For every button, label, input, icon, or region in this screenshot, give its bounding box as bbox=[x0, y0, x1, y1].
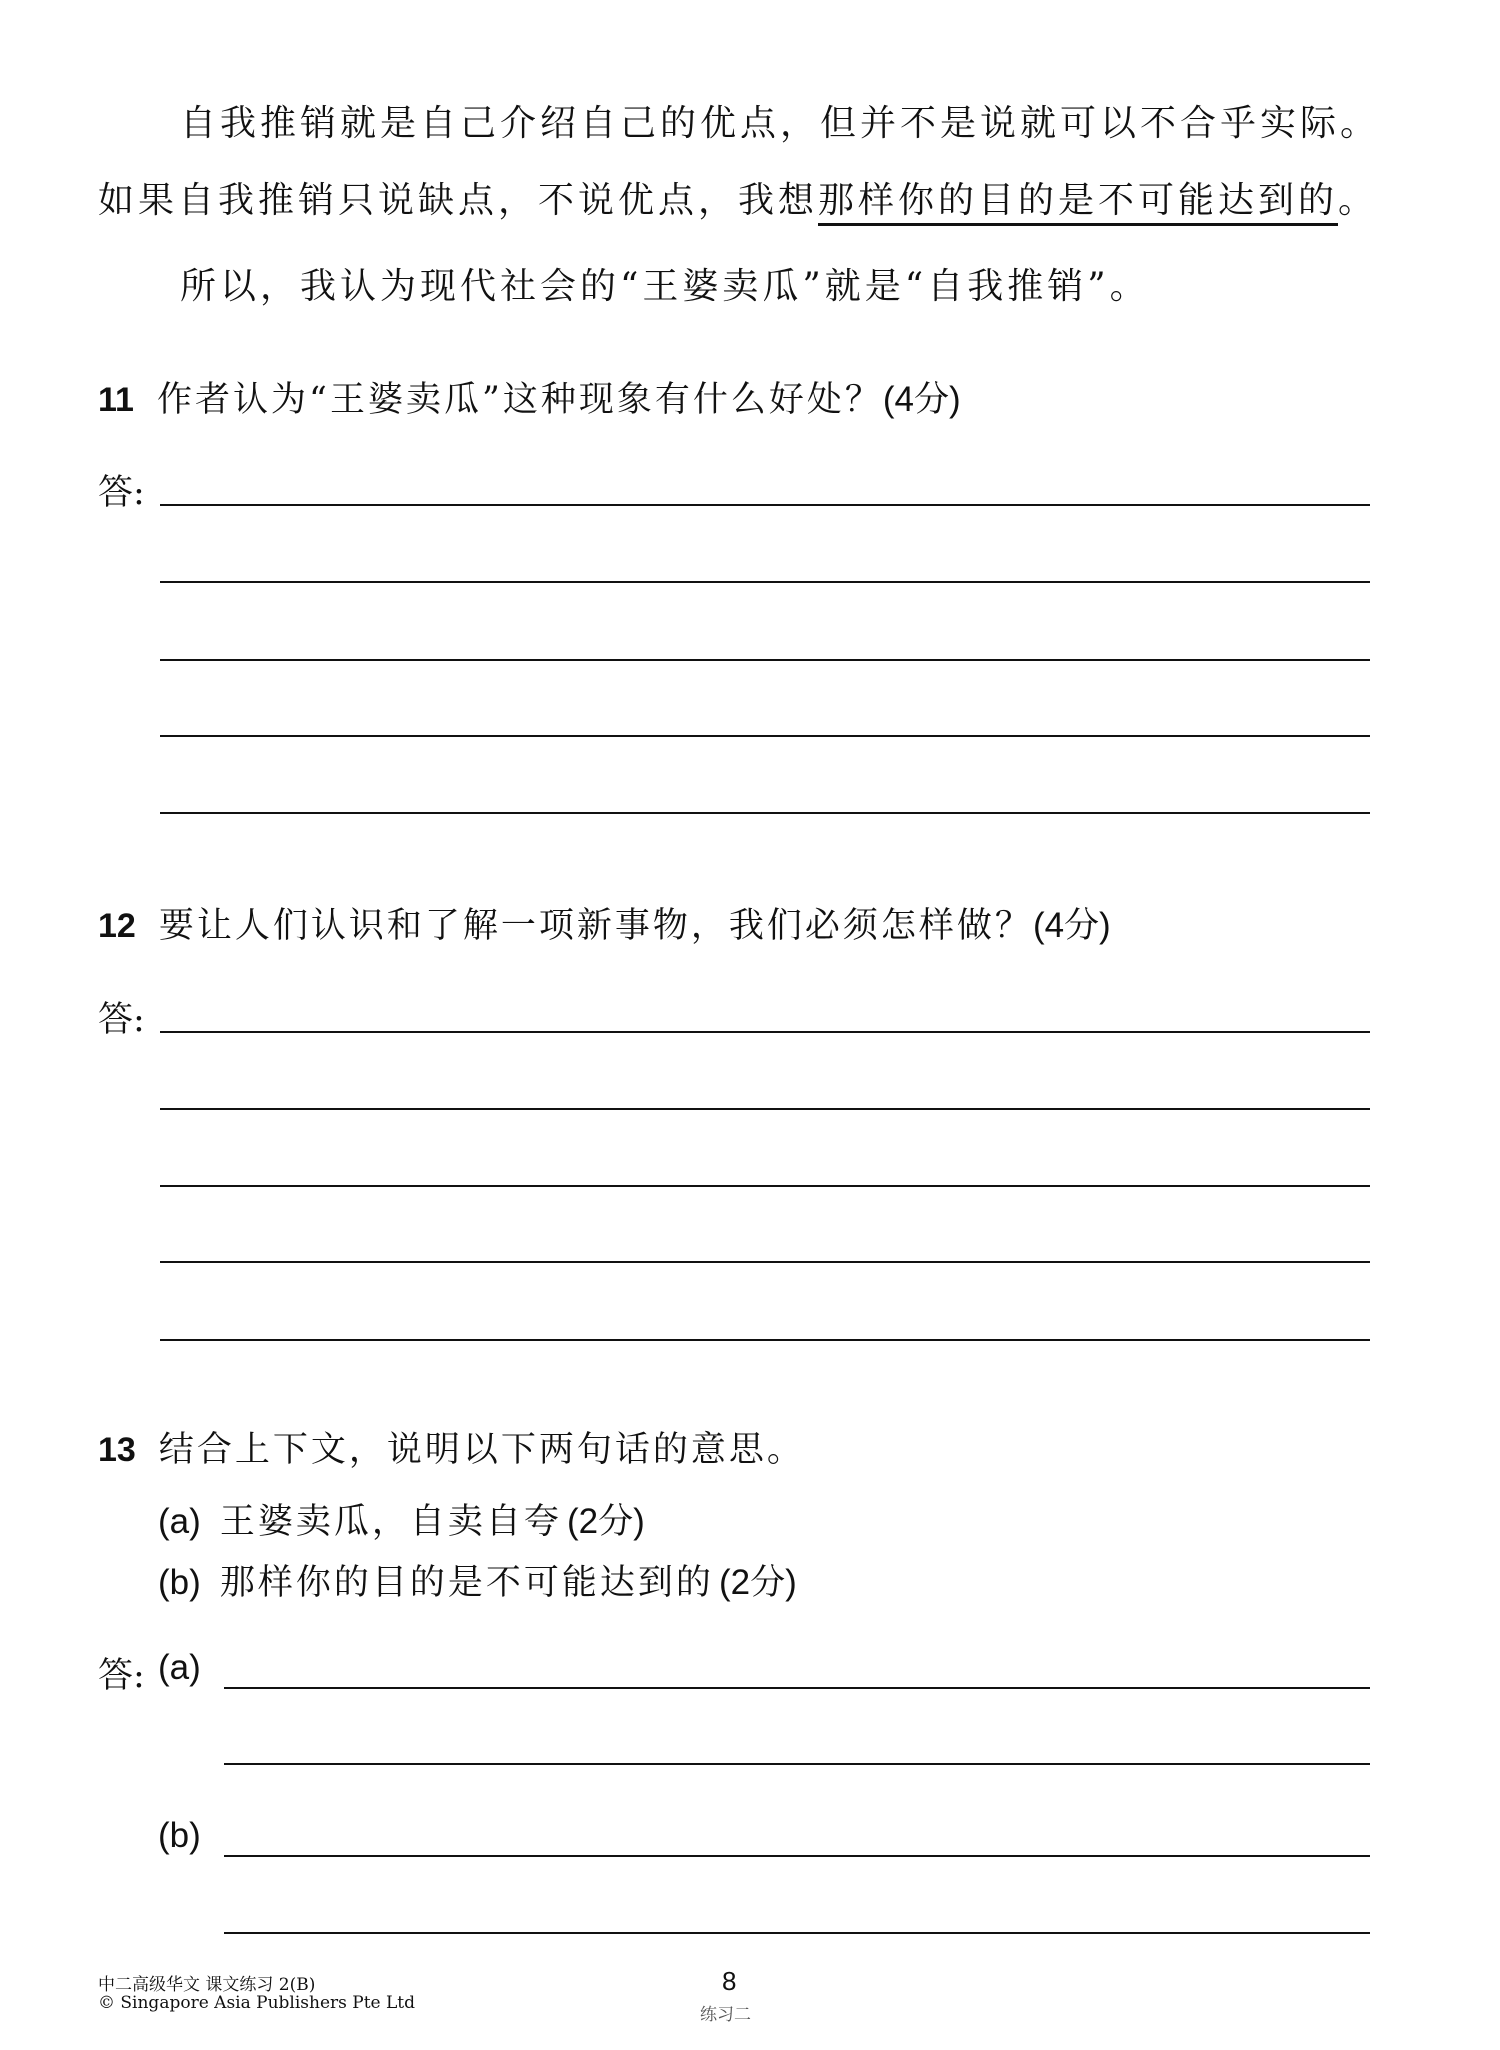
question-text: 结合上下文，说明以下两句话的意思。 bbox=[158, 1430, 805, 1470]
answer-line[interactable] bbox=[160, 735, 1370, 737]
answer-b-label: (b) bbox=[158, 1816, 201, 1855]
answer-line-b[interactable] bbox=[224, 1932, 1370, 1934]
page-number: 8 bbox=[722, 1966, 737, 1996]
answer-line-a[interactable] bbox=[224, 1687, 1370, 1689]
sub-marks: (2分) bbox=[566, 1502, 645, 1541]
section-label: 练习二 bbox=[700, 2005, 751, 2025]
answer-line[interactable] bbox=[160, 1261, 1370, 1263]
answer-line[interactable] bbox=[160, 1339, 1370, 1341]
sub-text: 王婆卖瓜，自卖自夸 bbox=[219, 1502, 562, 1542]
sub-marks: (2分) bbox=[718, 1563, 797, 1602]
answer-a-label: (a) bbox=[158, 1648, 201, 1687]
question-text: 作者认为“王婆卖瓜”这种现象有什么好处？ bbox=[157, 380, 883, 420]
question-number: 11 bbox=[98, 381, 134, 419]
underlined-phrase: 那样你的目的是不可能达到的 bbox=[818, 180, 1338, 226]
passage-line-2 bbox=[98, 172, 1378, 223]
passage-line-2-text: 如果自我推销只说缺点，不说优点，我想 bbox=[98, 180, 819, 221]
answer-line-b[interactable] bbox=[224, 1855, 1370, 1857]
sub-question-b bbox=[158, 1555, 797, 1605]
question-marks: (4分) bbox=[1032, 906, 1111, 945]
answer-line[interactable] bbox=[160, 1108, 1370, 1110]
answer-line[interactable] bbox=[160, 581, 1370, 583]
sub-label: (a) bbox=[158, 1502, 201, 1541]
passage-line-3: 所以，我认为现代社会的“王婆卖瓜”就是“自我推销”。 bbox=[180, 266, 1150, 307]
answer-line[interactable] bbox=[160, 812, 1370, 814]
copyright: © Singapore Asia Publishers Pte Ltd bbox=[98, 1993, 416, 2013]
answer-label: 答: bbox=[98, 1000, 145, 1040]
book-title: 中二高级华文 课文练习 2(B) bbox=[98, 1975, 316, 1995]
answer-line[interactable] bbox=[160, 504, 1370, 506]
answer-label: 答: bbox=[98, 1656, 145, 1696]
question-text: 要让人们认识和了解一项新事物，我们必须怎样做？ bbox=[158, 906, 1033, 946]
sub-text: 那样你的目的是不可能达到的 bbox=[219, 1563, 714, 1603]
sub-question-a bbox=[158, 1494, 645, 1544]
question-number: 12 bbox=[98, 907, 136, 945]
answer-line-a[interactable] bbox=[224, 1763, 1370, 1765]
period: 。 bbox=[1338, 180, 1379, 221]
question-13 bbox=[98, 1422, 805, 1472]
answer-line[interactable] bbox=[160, 659, 1370, 661]
sub-label: (b) bbox=[158, 1563, 201, 1602]
answer-line[interactable] bbox=[160, 1185, 1370, 1187]
answer-label: 答: bbox=[98, 473, 145, 513]
question-11 bbox=[98, 372, 961, 422]
question-number: 13 bbox=[98, 1431, 136, 1469]
passage-line-1: 自我推销就是自己介绍自己的优点，但并不是说就可以不合乎实际。 bbox=[180, 103, 1381, 144]
question-marks: (4分) bbox=[882, 380, 961, 419]
answer-line[interactable] bbox=[160, 1031, 1370, 1033]
question-12 bbox=[98, 898, 1111, 948]
